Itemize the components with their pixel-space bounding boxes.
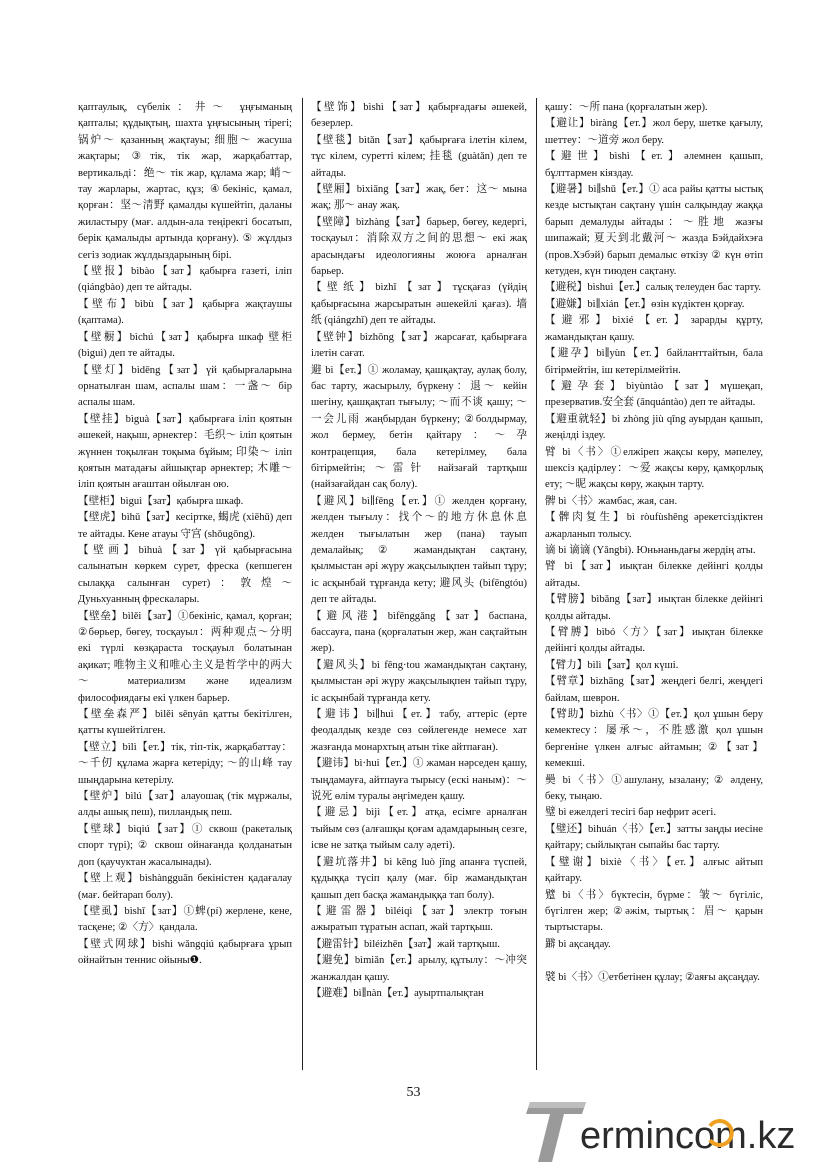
dictionary-entry: 【壁饰】bìshì【зат】қабырғадағы әшекей, безерлер. bbox=[311, 102, 527, 130]
column-divider bbox=[302, 98, 303, 1070]
dictionary-entry: 【避难】bì∥nàn【ет.】ауыртпалықтан bbox=[311, 987, 484, 999]
dictionary-column-3 bbox=[545, 100, 763, 1060]
dictionary-entry: 【壁挂】bìguà【зат】қабырғаға іліп қоятын әшекей, нақыш, әрнектер：毛织～ іліп қоятын жүннен тоқылған тоқыма бұйым; 印染～ іліп қоятын матадағы айшықтар әрнектер; 木雕～ іліп қоятын ағаштан ойылған ою. bbox=[78, 413, 292, 491]
dictionary-entry: 【壁布】bìbù【зат】қабырға жақтаушы (қаптама). bbox=[78, 298, 292, 327]
dictionary-entry: 【臂助】bìzhù〈书〉①【ет.】қол ұшын беру кемектесу：屡承～，不胜感激 қол ұшын бергеніне үлкен алғыс айтамын; ②【зат】кемекші. bbox=[545, 709, 763, 770]
dictionary-entry: 【髀肉复生】bì ròufùshēng әрекетсіздіктен ажарланып толысу. bbox=[545, 512, 763, 540]
dictionary-entry: 【避重就轻】bì zhòng jiù qīng ауырдан қашып, жеңілді іздеу. bbox=[545, 413, 763, 442]
dictionary-entry: 【壁球】bìqiú【зат】① сквош (ракеталық спорт түрі); ② сквош ойнағанда қолданатын доп (қаучуктан жасалынады). bbox=[78, 823, 292, 868]
dictionary-entry: 【避世】bìshì【ет.】әлемнен қашып, бұлттармен кіяздау. bbox=[545, 151, 763, 179]
dictionary-column-2 bbox=[311, 100, 527, 1060]
dictionary-entry: 躄 bì〈书〉бүктесін, бүрме：皱～ бүгіліс, бүгілген жер; ②әжім, тыртық：眉～ қарын тыртыстары. bbox=[545, 889, 763, 934]
svg-text:ermincom.kz: ermincom.kz bbox=[580, 1115, 796, 1157]
column-divider bbox=[536, 98, 537, 1070]
dictionary-entry: 髀 bì〈书〉жамбас, жая, сан. bbox=[545, 495, 678, 507]
dictionary-entry: 躃 bì ақсаңдау. bbox=[545, 938, 611, 950]
dictionary-entry: 【壁垒森严】bìlěi sēnyán қатты бекітілген, қатты күшейтілген. bbox=[78, 709, 292, 737]
dictionary-entry: 【避忌】bìjì【ет.】атқа, есімге арналған тыйым сөз (алғашқы қоғам адамдарының сезге, ісве не затқа тыйым салу әдеті). bbox=[311, 807, 527, 852]
dictionary-entry: 【避讳】bì·hui【ет.】① жаман нәрседен қашу, тыңдамауға, айтпауға тырысу (ескі наным)：～说死 өлім туралы әңгімеден қашу. bbox=[311, 758, 527, 803]
dictionary-entry: 【壁厢】bìxiāng【зат】жақ, бет：这～ мына жақ; 那～ анау жақ. bbox=[311, 184, 527, 212]
dictionary-entry: 臂 bì【зат】иықтан білекке дейінгі қолды айтады. bbox=[545, 561, 763, 589]
dictionary-entry bbox=[545, 953, 763, 969]
dictionary-entry: 璧 bì ежелдегі тесігі бар нефрит әсегі. bbox=[545, 807, 717, 819]
dictionary-entry: 【壁虱】bìshī【зат】①蜱(pí) жерлене, кене, тасқене; ②〈方〉қандала. bbox=[78, 905, 292, 934]
dictionary-entry: 【壁画】bìhuà【зат】үй қабырғасына салынатын көркем сурет, фреска (кепшеген сылаққа салынған сурет)：敦煌～ Дуньхуанның фрескалары. bbox=[78, 544, 292, 606]
dictionary-entry: 【避邪】bìxié【ет.】зарарды құрту, жамандықтан қашу. bbox=[545, 315, 763, 343]
dictionary-entry: 奰 bì〈书〉①ашулану, ызалану; ② әлдену, беку, тыңаю. bbox=[545, 774, 763, 803]
dictionary-entry: қашу：～所 пана (қорғалатын жер). bbox=[545, 102, 708, 113]
dictionary-entry: 【壁炉】bìlú【зат】алауошақ (тік мұржалы, алды ашық пеш), пилландық пеш. bbox=[78, 791, 292, 819]
dictionary-entry: 襞 bì〈书〉①етбетінен құлау; ②аяғы ақсаңдау. bbox=[545, 971, 760, 983]
dictionary-entry: 【避孕套】bìyùntào【зат】мүшеқап, презерватив.安全套 (ānquántào) деп те айтады. bbox=[545, 380, 763, 409]
dictionary-column-1 bbox=[78, 100, 292, 1060]
dictionary-entry: 【壁橱】bìchú【зат】қабырға шкаф 壁柜 (bìguì) деп те айтады. bbox=[78, 331, 292, 360]
dictionary-entry: 【避暑】bì∥shǔ【ет.】① аса райы қатты ыстық кезде ыстықтан сақтану үшін салқындау жаққа барып демалуды айтады：～胜地 жазғы шипажай; 夏天到北戴河～ жазда Бэйдайхэға (пров.Хэбэй) барып демалыс өткізу ② күн өтіп кетуден, күн тиюден сақтану. bbox=[545, 184, 763, 278]
page-number: 53 bbox=[406, 1085, 421, 1100]
dictionary-entry: 避 bì【ет.】① жоламау, қашқақтау, аулақ болу, бас тарту, жасырылу, бүркену：退～ кейін шегіну, қашқақтап тығылу; ～而不谈 қашу; ～一会儿雨 жаңбырдан бүркену; ②болдырмау, жол бермеу, бетін қайтару：～孕 контрацепция, бала кетерілмеу, бала бітірмейтін; ～雷针 найзағай тартқыш (найзағайдан сақ болу). bbox=[311, 364, 527, 491]
dictionary-entry: 【壁障】bìzhàng【зат】барьер, бөгеу, кедергі, тосқауыл：消除双方之间的思想～ екі жақ арасындағы идеологияны жоюға арналған барьер. bbox=[311, 216, 527, 278]
dictionary-entry: 【避讳】bì∥huì【ет.】табу, аттеріс (ерте феодалдық кезде сөз сөйлегенде немесе хат жазғанда монархтың атын тіке айтпаған). bbox=[311, 709, 527, 753]
dictionary-entry: 【壁上观】bìshàngguān бекіністен қадағалау (мағ. бейтарап болу). bbox=[78, 873, 292, 901]
dictionary-entry: 【避风】bì∥fēng【ет.】① желден қорғану, желден тығылу：找个～的地方休息休息 желден тығылатын жер (пана) тауып демалайық; ② жамандықтан сақтану, қылмыстан әрі жүру жақсылықпен тайып тұру; іс асқынбай тұрғанда кету; 避风头 (bìfēngtóu) деп те айтады. bbox=[311, 495, 527, 606]
dictionary-entry: 【壁式网球】bìshì wǎngqiú қабырғаға ұрып ойнайтын теннис ойыны❶. bbox=[78, 938, 292, 967]
dictionary-entry: 【臂章】bìzhāng【зат】жеңдегі белгі, жеңдегі байлам, шеврон. bbox=[545, 676, 763, 704]
dictionary-entry: 【避风头】bì fēng·tou жамандықтан сақтану, қылмыстан әрі жүру жақсылықпен тайып тұру, іс асқынбай тұрғанда кету. bbox=[311, 659, 527, 704]
dictionary-entry: 【璧谢】bìxiè〈书〉【ет.】алғыс айтып қайтару. bbox=[545, 856, 763, 885]
dictionary-entry: 【璧还】bìhuán〈书〉【ет.】затты заңды иесіне қайтару; сыйлықтан сыпайы бас тарту. bbox=[545, 823, 763, 852]
dictionary-entry: 谪 bì 谪谪 (Yǎngbì). Юньнаньдағы жердің аты. bbox=[545, 544, 756, 556]
termincom-logo bbox=[524, 1096, 824, 1166]
dictionary-entry: 【壁纸】bìzhǐ【зат】тұсқағаз (үйдің қабырғасына жарсыратын әшекейлі қағаз). 墙纸 (qiángzhǐ) деп те айтады. bbox=[311, 282, 527, 327]
dictionary-entry: қаптаулық, сүбелік：井～ ұңғыманың қапталы; құдықтың, шахта ұңғысының тірегі; 锅炉～ қазанның жақтауы; 细胞～ жасуша жақтары; ③тік, тік жар, жарқабаттар, вертикальді：绝～ тік жар, құлама жар; 峭～ тау жарлары, жартас, құз; ④бекініс, қамал, қорған：坚～清野 қамалды күшейтіп, даланы жиластыру (мағ. алдын-ала теңірекгі босатып, берік қамалыды артында қорғану). ⑤ жұлдыз сегіз зодиак жұлдыздарының бірі. bbox=[78, 102, 292, 261]
dictionary-entry: 【壁报】bìbào【зат】қабырға газеті, іліп (qiángbào) деп те айтады. bbox=[78, 266, 292, 294]
dictionary-entry: 【避风港】bìfēnggǎng【зат】баспана, бассауға, пана (қорғалатын жер, жан сақтайтын жер). bbox=[311, 610, 527, 655]
dictionary-entry: 【避雷针】bìléizhēn【зат】жай тартқыш. bbox=[311, 938, 500, 950]
dictionary-entry: 【避让】bìràng【ет.】жол беру, шетке қағылу, шеттеу：～道旁 жол беру. bbox=[545, 118, 763, 146]
dictionary-entry: 【臂力】bìlì【зат】қол күші. bbox=[545, 659, 679, 671]
dictionary-entry: 【避坑落井】bì kēng luò jǐng апанға түспей, құдыққа түсіп қалу (мағ. бір жамандықтан қашып деп басқа жамандыққа тап болу). bbox=[311, 856, 527, 901]
dictionary-entry: 【壁柜】bìguì【зат】қабырға шкаф. bbox=[78, 495, 244, 507]
dictionary-entry: 【壁立】bìlì【ет.】тік, тіп-тік, жарқабаттау：～千仞 құлама жарға кетеріду; ～的山峰 тау шыңдарына кетерілу. bbox=[78, 741, 292, 786]
dictionary-entry: 【壁垒】bìlěi【зат】①бекініс, қамал, қорған; ②бөрьер, бөгеу, тосқауыл：两种观点～分明 екі түрлі көзқараста тосқауыл болатынан ақикат; 唯物主义和唯心主义是哲学中的两大～ материализм және идеализм философиядағы екі үлкен барьер. bbox=[78, 610, 292, 704]
dictionary-entry: 臂 bì〈书〉①елжіреп жақсы көру, мәпелеу, шексіз қадірлеу：～爱 жақсы көру, қамқорлық ету; ～昵 жақсы көру, жақын тарту. bbox=[545, 446, 763, 491]
dictionary-entry: 【臂膀】bìbǎng【зат】иықтан білекке дейінгі қолды айтады. bbox=[545, 594, 763, 622]
dictionary-entry: 【壁灯】bìdēng【зат】үй қабырғаларына орнатылған шам, аспалы шам：一盏～ бір аспалы шам. bbox=[78, 364, 292, 409]
dictionary-entry: 【壁虎】bìhǔ【зат】кесіртке, 蝎虎 (xiēhǔ) деп те айтады. Кене атауы 守宫 (shǒugōng). bbox=[78, 512, 292, 540]
dictionary-entry: 【避嫌】bì∥xián【ет.】өзін күдіктен қорғау. bbox=[545, 298, 745, 310]
dictionary-entry: 【避税】bìshuì【ет.】салық телеуден бас тарту. bbox=[545, 282, 762, 294]
dictionary-entry: 【臂膊】bìbó〈方〉【зат】иықтан білекке дейінгі қолды айтады. bbox=[545, 627, 763, 655]
dictionary-entry: 【壁毯】bìtǎn【зат】қабырғаға ілетін кілем, тұс кілем, суретті кілем; 挂毯 (guàtǎn) деп те айтады. bbox=[311, 134, 527, 179]
dictionary-entry: 【避免】bìmiǎn【ет.】арылу, құтылу：～冲突 жанжалдан қашу. bbox=[311, 955, 527, 983]
dictionary-entry: 【避雷器】bìléiqì【зат】электр тоғын ажыратып тұратын аспап, жай тартқыш. bbox=[311, 905, 527, 934]
dictionary-entry: 【避孕】bì∥yùn【ет.】байланттайтын, бала бітірмейтін, іш кетерілмейтін. bbox=[545, 348, 763, 376]
dictionary-entry: 【壁钟】bìzhōng【зат】жарсағат, қабырғаға ілетін сағат. bbox=[311, 331, 527, 360]
